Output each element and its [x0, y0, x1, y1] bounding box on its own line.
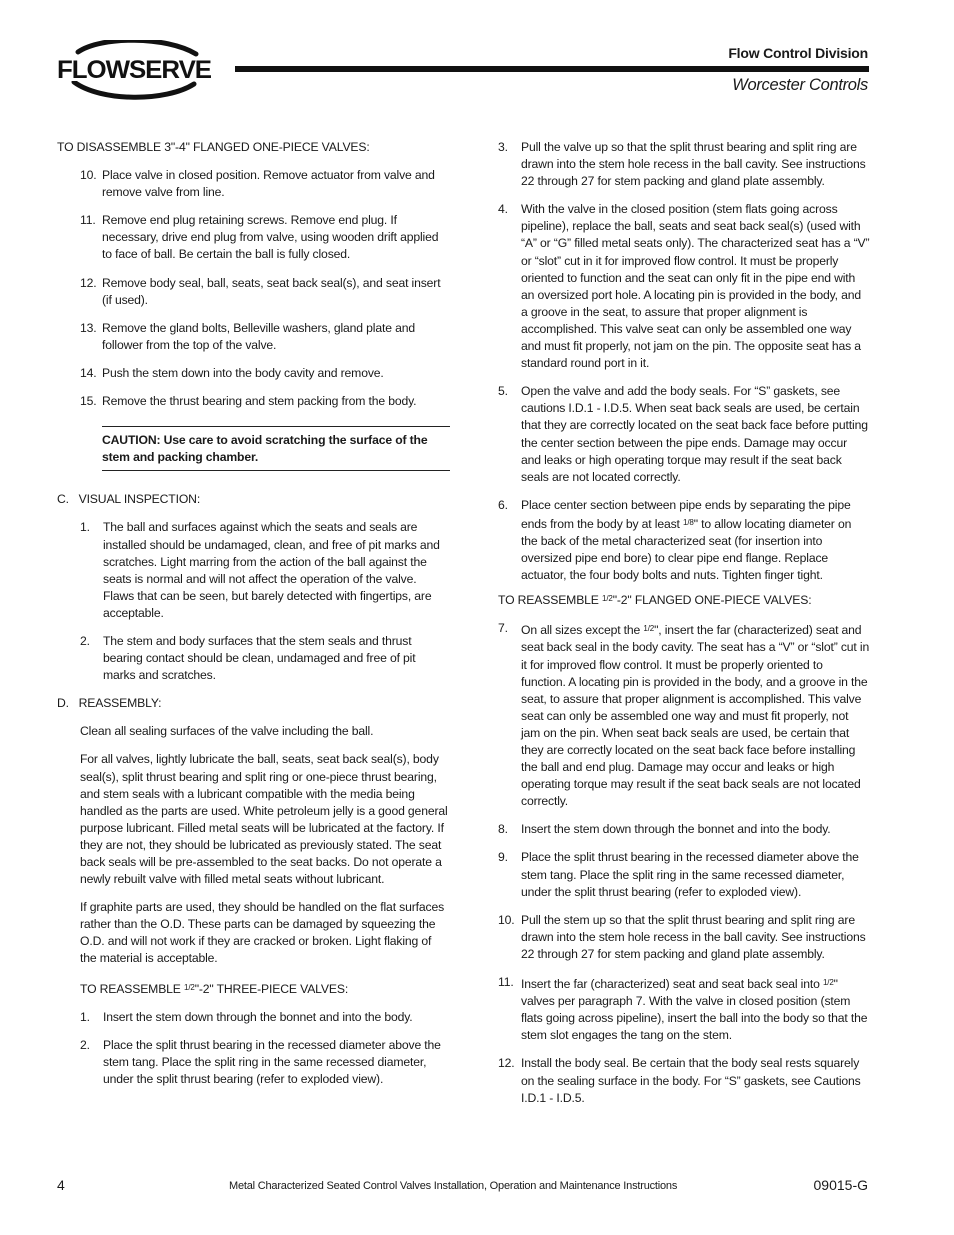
caution-box: CAUTION: Use care to avoid scratching the surface of the stem and packing chamber.	[102, 426, 450, 471]
page-header	[0, 0, 954, 110]
section-heading: TO REASSEMBLE $^{1/2}$"-2" FLANGED ONE-PIECE VALVES:	[498, 593, 812, 608]
flowserve-logo	[56, 40, 214, 100]
left-column	[57, 139, 450, 1099]
list-item: 13. Remove the gland bolts, Belleville washers, gland plate and follower from the top of the valve.	[80, 320, 415, 352]
division-name: Flow Control Division	[728, 45, 868, 61]
paragraph: If graphite parts are used, they should be handled on the flat surfaces rather than the O.D. These parts can be damaged by squeezing the O.D. and will not work if they are cracked or broken. Light flaking of the material is acceptable.	[80, 900, 445, 966]
page-footer	[0, 1175, 954, 1205]
list-item: 3. Pull the valve up so that the split thrust bearing and split ring are drawn into the stem hole recess in the ball cavity. See instructions 22 through 27 for stem packing and gland plate assembly.	[498, 140, 866, 189]
list-item: 10. Place valve in closed position. Remove actuator from valve and remove valve from line.	[80, 168, 435, 200]
footer-title: Metal Characterized Seated Control Valves Installation, Operation and Maintenance Instructions	[229, 1180, 678, 1192]
list-item: 9. Place the split thrust bearing in the recessed diameter above the stem tang. Place the split ring in the same recessed diameter, under the split thrust bearing (refer to exploded view).	[498, 850, 859, 899]
section-heading: C. VISUAL INSPECTION:	[57, 492, 201, 507]
list-item: 11. Insert the far (characterized) seat and seat back seal into $^{1/2}$" valves per paragraph 7. With the valve in closed position (stem flats going across pipeline), insert the ball into the body so that the stem slot engages the tang on the stem.	[498, 975, 868, 1043]
section-heading: TO DISASSEMBLE 3"-4" FLANGED ONE-PIECE VALVES:	[57, 140, 370, 154]
list-item: 2. The stem and body surfaces that the stem seals and thrust bearing contact should be clean, undamaged and free of pit marks and scratches.	[80, 633, 416, 683]
list-item: 12. Remove body seal, ball, seats, seat back seal(s), and seat insert (if used).	[80, 275, 441, 307]
list-item: 1. Insert the stem down through the bonnet and into the body.	[80, 1009, 413, 1024]
list-item: 14. Push the stem down into the body cavity and remove.	[80, 365, 384, 380]
list-item: 8. Insert the stem down through the bonnet and into the body.	[498, 822, 831, 837]
brand-name: Worcester Controls	[732, 76, 868, 94]
paragraph: Clean all sealing surfaces of the valve including the ball.	[80, 724, 374, 739]
section-heading: D. REASSEMBLY:	[57, 696, 162, 711]
page-number: 4	[57, 1177, 65, 1193]
list-item: 7. On all sizes except the $^{1/2}$", insert the far (characterized) seat and seat back seal in the body cavity. The seat has a “V” or “slot” cut in it for improved flow control. It must be properly oriented to function. A locating pin is provided in the body, and a groove in the seat, to assure that proper alignment is accomplished. This valve seat can only be assembled one way and must fit properly, not jam on the pin. When seat back seals are used, be certain that they are correctly located on the seat back face before installing the ball and end plug. Damage may occur and leaks or high operating torque may result if the seat back seals are not located correctly.	[498, 621, 870, 809]
svg-text:FLOWSERVE: FLOWSERVE	[57, 56, 212, 84]
paragraph: For all valves, lightly lubricate the ball, seats, seat back seal(s), body seal(s), split thrust bearing and split ring or one-piece thrust bearing, and stem seals with a lubricant compatible with the media being handled as the parts are used. White petroleum jelly is a good general purpose lubricant. Filled metal seats will be lubricated at the factory. If they are not, they should be lubricated as previously stated. The seat back seals will be pre-assembled to the seat backs. Do not operate a newly rebuilt valve with filled metal seats without lubricant.	[80, 752, 448, 887]
list-item: 11. Remove end plug retaining screws. Remove end plug. If necessary, drive end plug from valve, using wooden drift applied to face of ball. Be certain the ball is fully closed.	[80, 213, 439, 262]
list-item: 2. Place the split thrust bearing in the recessed diameter above the stem tang. Place the split ring in the same recessed diameter, under the split thrust bearing (refer to exploded view).	[80, 1037, 441, 1086]
list-item: 4. With the valve in the closed position (stem flats going across pipeline), replace the ball, seats and seat back seal(s) (used with “A” or “G” filled metal seats only). The characterized seat has a “V” or “slot” cut in it for improved flow control. It must be properly oriented to function and the seat can only fit in the pipe end with an oversized port hole. A locating pin is provided in the body, and a groove in the seat, to assure that proper alignment is accomplished. This valve seat can only be assembled one way and must fit properly, not jam on the pin. The opposite seat has a standard round port in it.	[498, 202, 870, 371]
header-rule	[235, 66, 869, 72]
list-item: 10. Pull the stem up so that the split thrust bearing and split ring are drawn into the stem hole recess in the ball cavity. See instructions 22 through 27 for stem packing and gland plate assembly.	[498, 912, 866, 961]
list-item: 12. Install the body seal. Be certain that the body seal rests squarely on the sealing surface in the body. For “S” gaskets, see Cautions I.D.1 - I.D.5.	[498, 1056, 861, 1105]
list-item: 6. Place center section between pipe ends by separating the pipe ends from the body by at least $^{1/8}$" to allow locating diameter on the back of the metal characterized seat (for insertion into oversized pipe end bore) to clear pipe end flange. Replace actuator, the four body bolts and nuts. Tighten finger tight.	[498, 497, 852, 583]
list-item: 15. Remove the thrust bearing and stem packing from the body.	[80, 394, 417, 409]
right-column	[498, 139, 870, 1118]
list-item: 1. The ball and surfaces against which the seats and seals are installed should be undamaged, clean, and free of pit marks and scratches. Light marring from the action of the ball against the seats is normal and will not affect the operation of the valve. Flaws that can be seen, but barely detected with fingertips, are acceptable.	[80, 520, 440, 620]
document-number: 09015-G	[813, 1177, 868, 1193]
list-item: 5. Open the valve and add the body seals. For “S” gaskets, see cautions I.D.1 - I.D.5. When seat back seals are used, be certain that they are correctly located on the seat back face before putting the center section between the pipe ends. Damage may occur and leaks or high operating torque may result if the seat back seals are not located correctly.	[498, 384, 868, 484]
section-heading: TO REASSEMBLE $^{1/2}$"-2" THREE-PIECE VALVES:	[80, 981, 349, 996]
